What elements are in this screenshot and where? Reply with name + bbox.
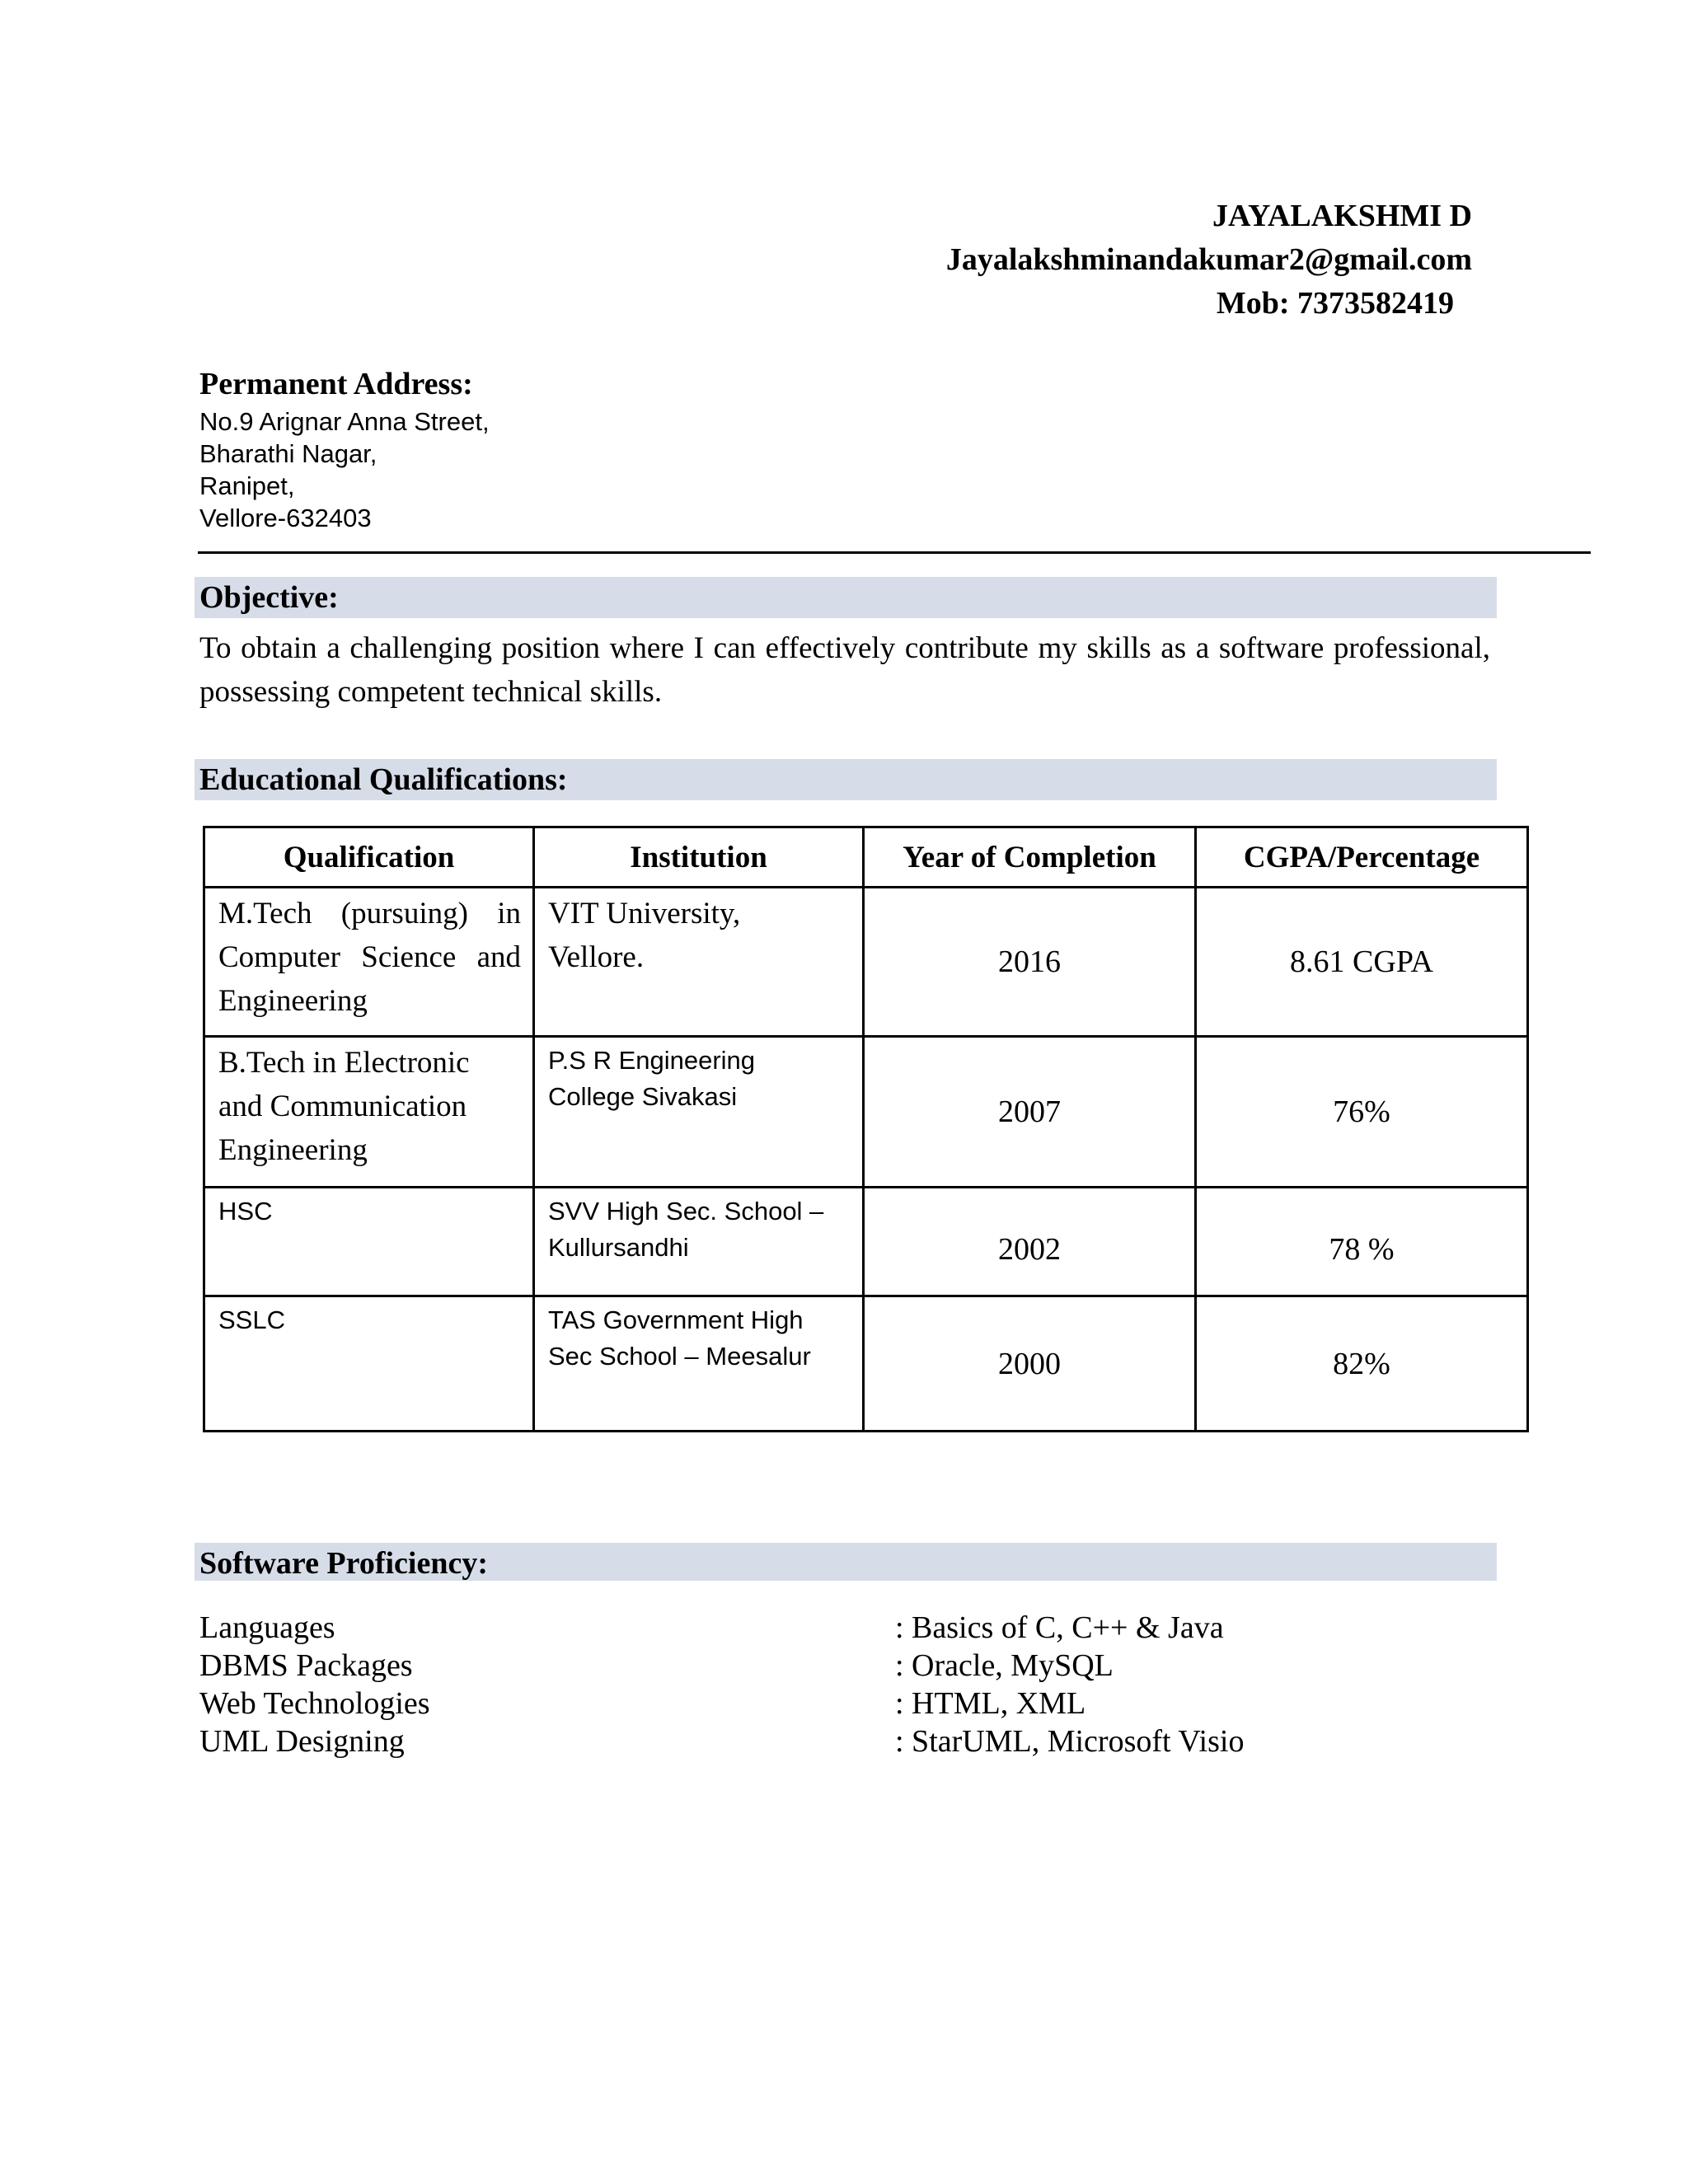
address-line: Ranipet, (199, 471, 295, 500)
candidate-name: JAYALAKSHMI D (1212, 199, 1472, 233)
score-cell: 76% (1196, 1037, 1528, 1188)
address-line: Bharathi Nagar, (199, 439, 377, 468)
address-line: Vellore-632403 (199, 504, 372, 532)
skill-value: : HTML, XML (895, 1686, 1086, 1721)
list-item (199, 1722, 1518, 1760)
list-item (199, 1685, 1518, 1722)
year-cell: 2016 (864, 888, 1196, 1037)
institution-line: Kullursandhi (548, 1233, 689, 1262)
section-heading-education (195, 759, 1497, 800)
score-cell: 82% (1196, 1296, 1528, 1432)
institution-line: Sec School – Meesalur (548, 1342, 811, 1371)
institution-line: VIT University, (548, 897, 741, 930)
score-value: 78 % (1329, 1231, 1395, 1267)
institution-line: Vellore. (548, 940, 645, 974)
score-cell (1196, 1188, 1528, 1296)
table-row (204, 1188, 1528, 1296)
skill-value: : StarUML, Microsoft Visio (895, 1724, 1245, 1759)
skill-value: : Oracle, MySQL (895, 1648, 1114, 1683)
skill-label: DBMS Packages (199, 1648, 413, 1683)
table-row (204, 1296, 1528, 1432)
table-header-row (204, 827, 1528, 888)
institution-cell (534, 1188, 864, 1296)
address-line: No.9 Arignar Anna Street, (199, 407, 490, 436)
year-cell: 2007 (864, 1037, 1196, 1188)
horizontal-divider (198, 551, 1591, 554)
table-row (204, 888, 1528, 1037)
qualification-cell: HSC (204, 1188, 534, 1296)
year-cell: 2000 (864, 1296, 1196, 1432)
qualification-cell: B.Tech in Electronic and Communication Engineering (204, 1037, 534, 1188)
qualification-cell: SSLC (204, 1296, 534, 1432)
institution-line: P.S R Engineering (548, 1046, 756, 1075)
skill-label: Web Technologies (199, 1686, 430, 1721)
column-header: Institution (534, 827, 864, 888)
list-item (199, 1647, 1518, 1685)
column-header: Qualification (204, 827, 534, 888)
skill-label: Languages (199, 1610, 335, 1645)
candidate-mobile: Mob: 7373582419 (1216, 286, 1454, 321)
institution-line: TAS Government High (548, 1305, 804, 1334)
permanent-address (199, 363, 490, 534)
candidate-email: Jayalakshminandakumar2@gmail.com (945, 242, 1472, 277)
education-table (203, 826, 1529, 1432)
score-cell: 8.61 CGPA (1196, 888, 1528, 1037)
institution-cell (534, 1296, 864, 1432)
institution-line: College Sivakasi (548, 1082, 738, 1111)
objective-text: To obtain a challenging position where I can effectively contribute my skills as a software professional, possessing competent technical skills. (199, 631, 1490, 709)
skill-label: UML Designing (199, 1724, 405, 1759)
software-list (199, 1609, 1518, 1760)
institution-cell (534, 888, 864, 1037)
objective-title: Objective: (199, 580, 339, 615)
column-header: Year of Completion (864, 827, 1196, 888)
column-header: CGPA/Percentage (1196, 827, 1528, 888)
software-title: Software Proficiency: (199, 1546, 488, 1581)
institution-cell (534, 1037, 864, 1188)
table-row (204, 1037, 1528, 1188)
list-item (199, 1609, 1518, 1647)
qualification-cell: M.Tech (pursuing) in Computer Science and Engineering (204, 888, 534, 1037)
skill-value: : Basics of C, C++ & Java (895, 1610, 1224, 1645)
year-value: 2002 (998, 1231, 1061, 1267)
section-heading-objective (195, 577, 1497, 618)
year-cell (864, 1188, 1196, 1296)
resume-header (946, 194, 1472, 326)
education-title: Educational Qualifications: (199, 762, 568, 797)
institution-line: SVV High Sec. School – (548, 1197, 824, 1226)
address-title: Permanent Address: (199, 367, 473, 401)
section-heading-software (195, 1543, 1497, 1581)
